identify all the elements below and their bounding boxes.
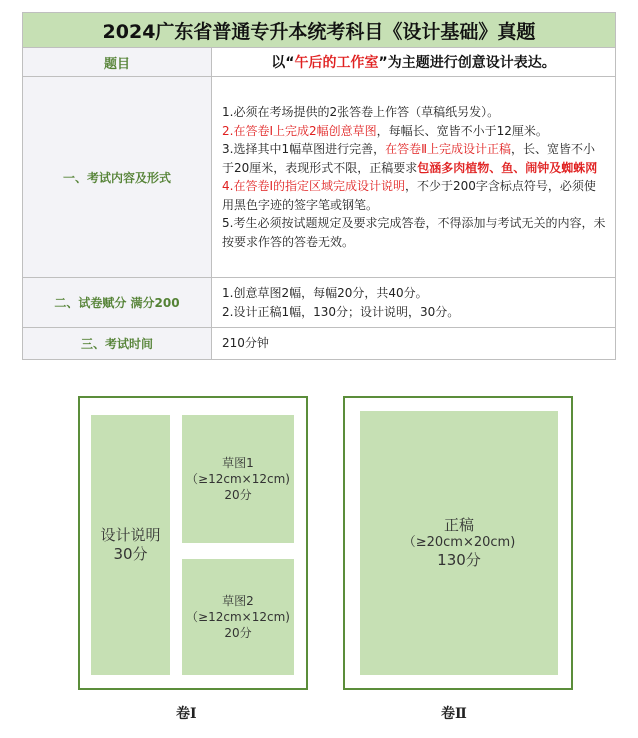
sketch-1-size: （≥12cm×12cm) — [186, 472, 290, 486]
section-score-body — [212, 278, 616, 328]
design-note-score: 30分 — [113, 545, 148, 563]
sketch-2-score: 20分 — [224, 626, 252, 640]
content-item-3: 3.选择其中1幅草图进行完善，在答卷Ⅱ上完成设计正稿，长、宽皆不小于20厘米，表现形式不限，正稿要求包涵多肉植物、鱼、闹钟及蜘蛛网 — [222, 142, 598, 175]
content-item-5: 5.考生必须按试题规定及要求完成答卷，不得添加与考试无关的内容，未按要求作答的答卷无效。 — [222, 216, 606, 249]
section-time-value: 210分钟 — [212, 328, 616, 360]
section-time-label: 三、考试时间 — [23, 328, 212, 360]
sheet-1-label: 卷Ⅰ — [176, 706, 197, 722]
sketch-2-name: 草图2 — [222, 594, 254, 608]
exam-table — [22, 12, 616, 360]
section-score-label: 二、试卷赋分 满分200 — [23, 278, 212, 328]
content-item-1: 1.必须在考场提供的2张答卷上作答（草稿纸另发）。 — [222, 105, 500, 119]
sheet-1-layout — [78, 396, 308, 690]
theme-name: 午后的工作室 — [294, 55, 379, 71]
sketch-1-panel — [182, 415, 294, 543]
sketch-1-score: 20分 — [224, 488, 252, 502]
score-item-1: 1.创意草图2幅，每幅20分，共40分。 — [222, 286, 428, 300]
score-item-2: 2.设计正稿1幅，130分；设计说明，30分。 — [222, 304, 460, 319]
sheet-2-layout — [343, 396, 573, 690]
section-content-body — [212, 77, 616, 278]
final-draft-score: 130分 — [437, 551, 481, 569]
final-draft-size: （≥20cm×20cm) — [402, 535, 516, 550]
content-item-4: 4.在答卷Ⅰ的指定区域完成设计说明，不少于200字含标点符号，必须使用黑色字迹的签字笔或钢笔。 — [222, 179, 596, 212]
section-content-label: 一、考试内容及形式 — [23, 77, 212, 278]
content-item-2: 2.在答卷Ⅰ上完成2幅创意草图，每幅长、宽皆不小于12厘米。 — [222, 123, 548, 138]
final-draft-name: 正稿 — [443, 516, 474, 534]
design-note-panel — [91, 415, 170, 675]
sketch-2-panel — [182, 559, 294, 675]
sheet-2-label: 卷Ⅱ — [441, 706, 467, 722]
topic-label: 题目 — [23, 48, 212, 77]
theme-prefix: 以“ — [271, 55, 295, 71]
sketch-1-name: 草图1 — [222, 456, 254, 470]
final-draft-panel — [360, 411, 558, 675]
design-note-name: 设计说明 — [100, 526, 161, 544]
sketch-2-size: （≥12cm×12cm) — [186, 610, 290, 624]
topic-statement — [212, 48, 616, 77]
theme-suffix: ”为主题进行创意设计表达。 — [378, 55, 556, 71]
page-title: 2024广东省普通专升本统考科目《设计基础》真题 — [23, 13, 616, 48]
